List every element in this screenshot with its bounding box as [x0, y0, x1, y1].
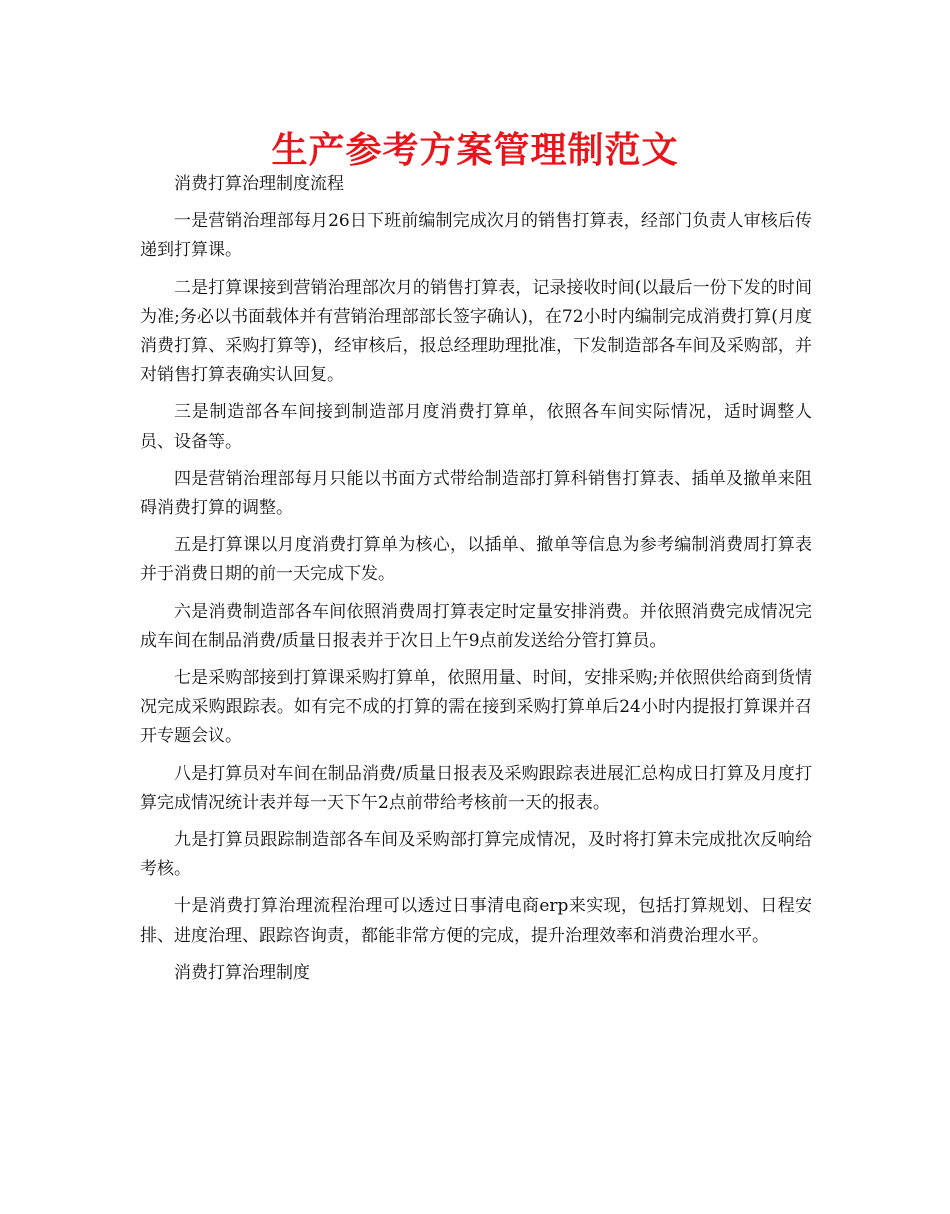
paragraph: 十是消费打算治理流程治理可以透过日事清电商erp来实现，包括打算规划、日程安排、进度治理、跟踪咨询责，都能非常方便的完成，提升治理效率和消费治理水平。	[140, 896, 812, 946]
paragraph: 六是消费制造部各车间依照消费周打算表定时定量安排消费。并依照消费完成情况完成车间在制品消费/质量日报表并于次日上午9点前发送给分管打算员。	[140, 601, 812, 651]
document-title: 生产参考方案管理制范文	[271, 130, 679, 171]
document-body	[140, 170, 812, 988]
paragraph: 九是打算员跟踪制造部各车间及采购部打算完成情况，及时将打算未完成批次反响给考核。	[140, 830, 812, 880]
paragraph: 四是营销治理部每月只能以书面方式带给制造部打算科销售打算表、插单及撤单来阻碍消费打算的调整。	[140, 468, 812, 519]
paragraph: 八是打算员对车间在制品消费/质量日报表及采购跟踪表进展汇总构成日打算及月度打算完成情况统计表并每一天下午2点前带给考核前一天的报表。	[140, 763, 812, 813]
paragraph: 三是制造部各车间接到制造部月度消费打算单，依照各车间实际情况，适时调整人员、设备等。	[140, 402, 812, 452]
paragraph: 消费打算治理制度流程	[174, 174, 344, 194]
paragraph: 五是打算课以月度消费打算单为核心，以插单、撤单等信息为参考编制消费周打算表并于消费日期的前一天完成下发。	[140, 535, 812, 585]
paragraph: 一是营销治理部每月26日下班前编制完成次月的销售打算表，经部门负责人审核后传递到打算课。	[140, 211, 812, 261]
paragraph: 消费打算治理制度	[174, 962, 310, 983]
paragraph: 二是打算课接到营销治理部次月的销售打算表，记录接收时间(以最后一份下发的时间为准;务必以书面载体并有营销治理部部长签字确认)，在72小时内编制完成消费打算(月度消费打算、采购打算等)，经审核后，报总经理助理批准，下发制造部各车间及采购部，并对销售打算表确实认回复。	[140, 277, 812, 386]
paragraph: 七是采购部接到打算课采购打算单，依照用量、时间，安排采购;并依照供给商到货情况完成采购跟踪表。如有完不成的打算的需在接到采购打算单后24小时内提报打算课并召开专题会议。	[140, 668, 812, 747]
